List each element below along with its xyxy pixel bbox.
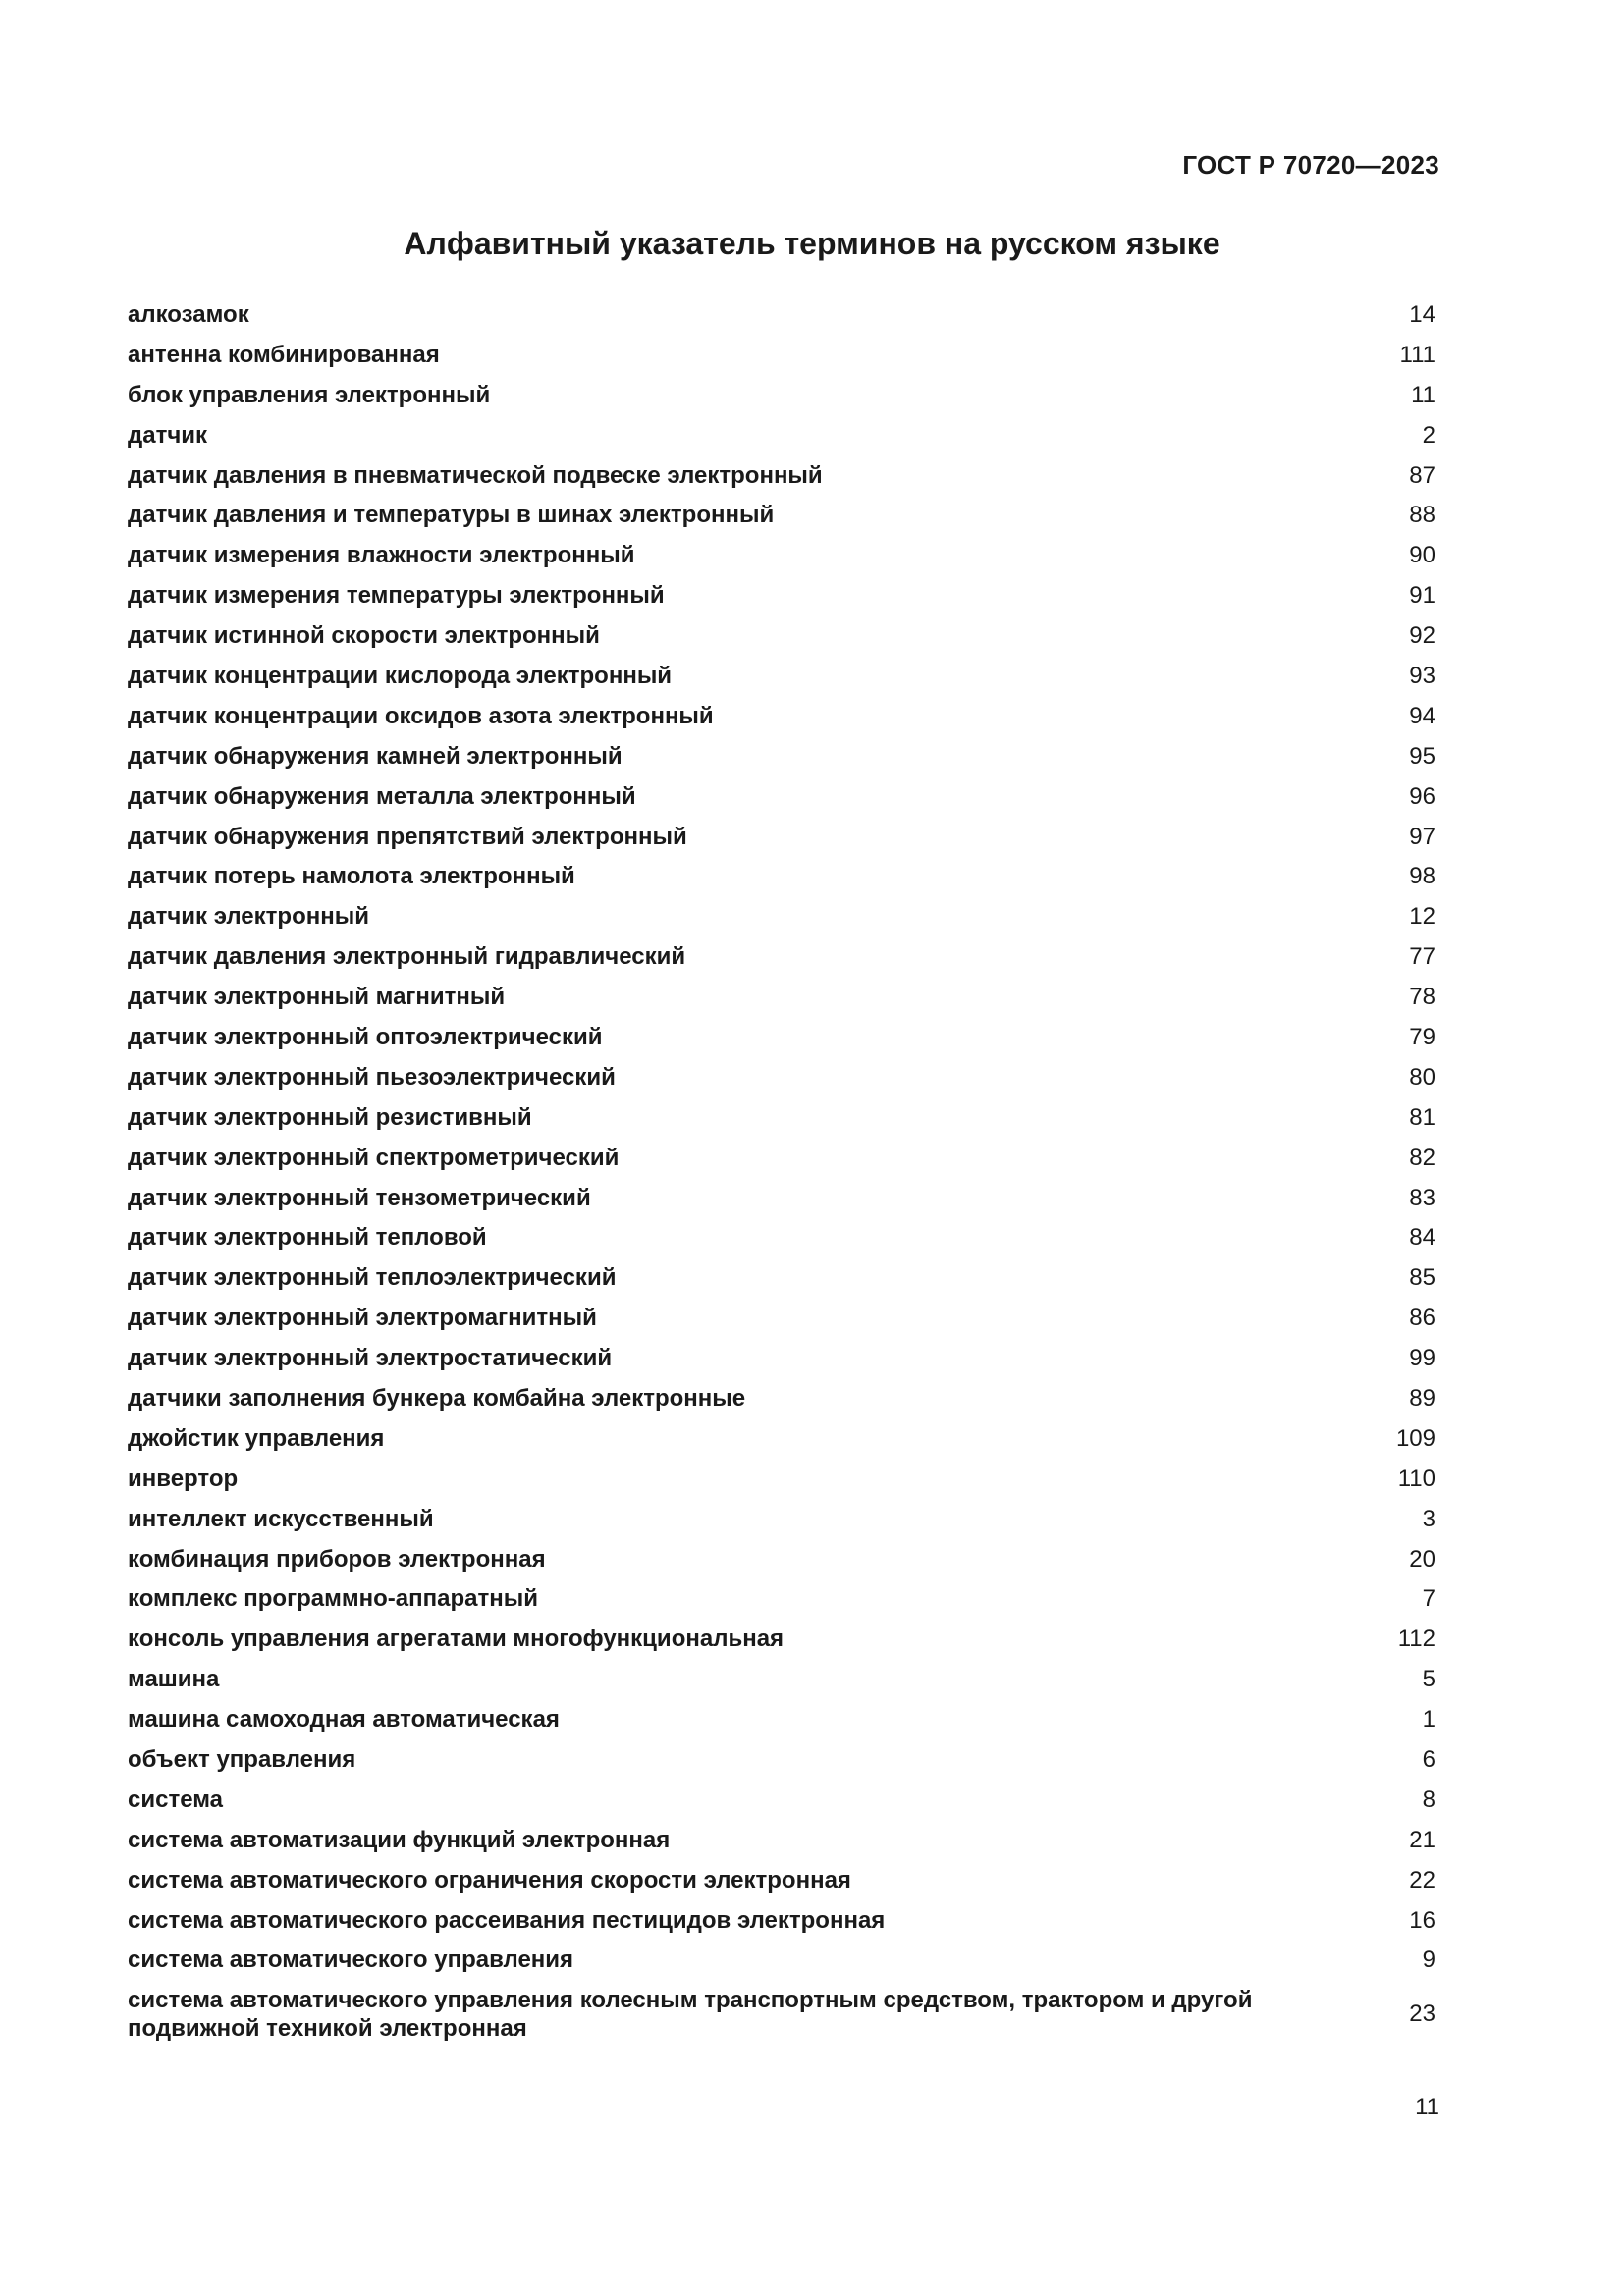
index-term-number: 23 bbox=[1409, 2001, 1435, 2028]
index-entry bbox=[128, 776, 1435, 817]
index-term-number: 14 bbox=[1409, 300, 1435, 328]
index-term-number: 21 bbox=[1409, 1826, 1435, 1853]
index-term-number: 80 bbox=[1409, 1063, 1435, 1091]
index-entry bbox=[128, 535, 1435, 575]
index-term-number: 82 bbox=[1409, 1144, 1435, 1171]
index-term: датчик электронный пьезоэлектрический bbox=[128, 1063, 616, 1091]
index-term: инвертор bbox=[128, 1465, 239, 1492]
index-term: комбинация приборов электронная bbox=[128, 1545, 546, 1573]
index-term-number: 3 bbox=[1422, 1505, 1435, 1532]
index-term-number: 5 bbox=[1422, 1666, 1435, 1693]
index-term-number: 92 bbox=[1409, 622, 1435, 650]
index-title: Алфавитный указатель терминов на русском языке bbox=[404, 226, 1220, 261]
index-entry bbox=[128, 977, 1435, 1017]
index-term-number: 90 bbox=[1409, 542, 1435, 569]
index-term: джойстик управления bbox=[128, 1424, 385, 1452]
index-term: интеллект искусственный bbox=[128, 1505, 434, 1532]
index-term: датчик измерения температуры электронный bbox=[128, 582, 665, 610]
index-term: блок управления электронный bbox=[128, 381, 491, 408]
index-term-number: 109 bbox=[1395, 1424, 1435, 1452]
index-term: антенна комбинированная bbox=[128, 341, 440, 368]
index-term-number: 111 bbox=[1399, 341, 1435, 368]
index-entry bbox=[128, 856, 1435, 896]
index-term: датчик электронный теплоэлектрический bbox=[128, 1264, 617, 1292]
index-entry bbox=[128, 1097, 1435, 1138]
index-term: датчик электронный резистивный bbox=[128, 1103, 532, 1131]
index-entry bbox=[128, 1057, 1435, 1097]
index-entry bbox=[128, 1539, 1435, 1579]
index-term: датчик измерения влажности электронный bbox=[128, 542, 635, 569]
index-term-number: 83 bbox=[1409, 1184, 1435, 1211]
index-entry bbox=[128, 1739, 1435, 1780]
index-entry bbox=[128, 335, 1435, 375]
index-term: датчик концентрации кислорода электронный bbox=[128, 662, 673, 689]
index-term: система автоматического ограничения скорости электронная bbox=[128, 1866, 851, 1894]
index-term-number: 2 bbox=[1422, 421, 1435, 449]
index-entry bbox=[128, 1820, 1435, 1860]
index-entry bbox=[128, 455, 1435, 496]
index-entry bbox=[128, 1499, 1435, 1539]
index-term: система bbox=[128, 1786, 224, 1813]
index-entry bbox=[128, 1659, 1435, 1699]
index-term-number: 93 bbox=[1409, 662, 1435, 689]
index-term: датчик давления в пневматической подвеске электронный bbox=[128, 461, 823, 489]
index-term: датчик давления электронный гидравлический bbox=[128, 943, 686, 971]
index-term-number: 96 bbox=[1409, 782, 1435, 810]
index-entry bbox=[128, 1941, 1435, 1981]
index-entry bbox=[128, 1699, 1435, 1739]
index-term-number: 22 bbox=[1409, 1866, 1435, 1894]
index-entry bbox=[128, 696, 1435, 736]
index-term: алкозамок bbox=[128, 300, 249, 328]
index-term-number: 94 bbox=[1409, 702, 1435, 729]
index-term-number: 84 bbox=[1409, 1224, 1435, 1252]
index-term-number: 85 bbox=[1409, 1264, 1435, 1292]
index-term-number: 95 bbox=[1409, 742, 1435, 770]
index-entry bbox=[128, 1138, 1435, 1178]
index-term-number: 97 bbox=[1409, 823, 1435, 850]
index-term: система автоматизации функций электронная bbox=[128, 1826, 671, 1853]
index-term: система автоматического управления колесным транспортным средством, трактором и другой подвижной техникой электронная bbox=[128, 1986, 1253, 2042]
index-entry bbox=[128, 575, 1435, 615]
index-term: машина bbox=[128, 1666, 220, 1693]
index-term: датчик электронный bbox=[128, 903, 369, 931]
index-term: система автоматического рассеивания пестицидов электронная bbox=[128, 1906, 886, 1934]
index-entry bbox=[128, 1900, 1435, 1941]
index-term: датчик потерь намолота электронный bbox=[128, 863, 575, 890]
index-term-number: 88 bbox=[1409, 502, 1435, 529]
index-entry bbox=[128, 1378, 1435, 1418]
index-term: датчик концентрации оксидов азота электронный bbox=[128, 702, 714, 729]
index-term: датчик bbox=[128, 421, 208, 449]
index-term: датчик обнаружения камней электронный bbox=[128, 742, 623, 770]
index-term: датчик электронный тензометрический bbox=[128, 1184, 591, 1211]
index-term-number: 9 bbox=[1422, 1947, 1435, 1974]
index-term-number: 8 bbox=[1422, 1786, 1435, 1813]
index-entry bbox=[128, 936, 1435, 977]
index-entry bbox=[128, 375, 1435, 415]
index-term-number: 77 bbox=[1409, 943, 1435, 971]
index-term: датчик электронный тепловой bbox=[128, 1224, 487, 1252]
index-entry bbox=[128, 656, 1435, 696]
index-entry bbox=[128, 1338, 1435, 1378]
index-term-number: 78 bbox=[1409, 984, 1435, 1011]
index-term-number: 112 bbox=[1397, 1626, 1435, 1653]
index-term: комплекс программно-аппаратный bbox=[128, 1585, 538, 1613]
index-term: датчик обнаружения металла электронный bbox=[128, 782, 636, 810]
index-entry bbox=[128, 294, 1435, 335]
index-entry bbox=[128, 736, 1435, 776]
index-entry bbox=[128, 1860, 1435, 1900]
index-term-number: 20 bbox=[1409, 1545, 1435, 1573]
index-term: датчик электронный оптоэлектрический bbox=[128, 1023, 603, 1050]
index-entry bbox=[128, 1459, 1435, 1499]
index-entry bbox=[128, 615, 1435, 656]
index-term: объект управления bbox=[128, 1746, 356, 1773]
index-entry bbox=[128, 1217, 1435, 1257]
page-number: 11 bbox=[1415, 2094, 1439, 2120]
index-entry bbox=[128, 817, 1435, 857]
index-term-number: 86 bbox=[1409, 1305, 1435, 1332]
index-term-number: 11 bbox=[1411, 381, 1435, 408]
index-entry bbox=[128, 1418, 1435, 1459]
index-term-number: 87 bbox=[1409, 461, 1435, 489]
index-term-number: 6 bbox=[1422, 1746, 1435, 1773]
index-entry bbox=[128, 1619, 1435, 1659]
index-entry bbox=[128, 415, 1435, 455]
index-term-number: 81 bbox=[1409, 1103, 1435, 1131]
index-term-number: 110 bbox=[1397, 1465, 1435, 1492]
index-entry bbox=[128, 1257, 1435, 1298]
index-term: система автоматического управления bbox=[128, 1947, 574, 1974]
index-term-number: 79 bbox=[1409, 1023, 1435, 1050]
index-term: консоль управления агрегатами многофункциональная bbox=[128, 1626, 785, 1653]
index-term: датчик давления и температуры в шинах электронный bbox=[128, 502, 775, 529]
index-term-number: 98 bbox=[1409, 863, 1435, 890]
term-index-list bbox=[128, 294, 1435, 2046]
index-entry bbox=[128, 1017, 1435, 1057]
index-entry bbox=[128, 1298, 1435, 1338]
index-term: датчик электронный магнитный bbox=[128, 984, 506, 1011]
index-entry bbox=[128, 1178, 1435, 1218]
index-entry bbox=[128, 495, 1435, 535]
index-term: датчик электронный спектрометрический bbox=[128, 1144, 620, 1171]
index-term: датчики заполнения бункера комбайна электронные bbox=[128, 1384, 746, 1412]
index-term: датчик обнаружения препятствий электронный bbox=[128, 823, 687, 850]
index-entry bbox=[128, 1982, 1435, 2046]
index-term: датчик электронный электростатический bbox=[128, 1345, 613, 1372]
document-code: ГОСТ Р 70720—2023 bbox=[1182, 150, 1439, 180]
index-term-number: 7 bbox=[1422, 1585, 1435, 1613]
index-term-number: 91 bbox=[1409, 582, 1435, 610]
index-term: датчик истинной скорости электронный bbox=[128, 622, 600, 650]
index-term-number: 12 bbox=[1409, 903, 1435, 931]
index-term-number: 99 bbox=[1409, 1345, 1435, 1372]
index-entry bbox=[128, 1780, 1435, 1820]
index-term: датчик электронный электромагнитный bbox=[128, 1305, 597, 1332]
index-term-number: 1 bbox=[1422, 1706, 1435, 1734]
index-term-number: 16 bbox=[1409, 1906, 1435, 1934]
index-entry bbox=[128, 896, 1435, 936]
index-term: машина самоходная автоматическая bbox=[128, 1706, 560, 1734]
index-entry bbox=[128, 1579, 1435, 1620]
index-term-number: 89 bbox=[1409, 1384, 1435, 1412]
